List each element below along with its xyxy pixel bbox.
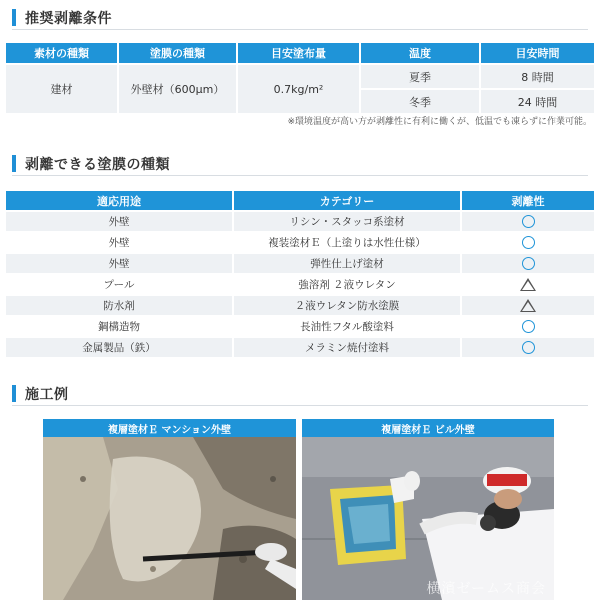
header-use: 適応用途 xyxy=(6,191,232,210)
section-title-text: 剥離できる塗膜の種類 xyxy=(25,156,170,173)
cell-rating xyxy=(462,275,594,294)
cell-use: 外壁 xyxy=(108,237,130,249)
header-time: 目安時間 xyxy=(481,43,594,63)
table-row xyxy=(6,338,594,357)
header-rating: 剥離性 xyxy=(462,191,594,210)
watermark-text: 横濱ゼームス商会 xyxy=(426,581,546,597)
season-column xyxy=(361,65,479,113)
photo-label: 複層塗材Ｅ ビル外壁 xyxy=(302,419,554,437)
cell-rating xyxy=(462,317,594,336)
time-column xyxy=(481,65,594,113)
cell-category: メラミン焼付塗料 xyxy=(234,338,460,357)
triangle-rating-icon xyxy=(520,278,536,291)
header-coating: 塗膜の種類 xyxy=(119,43,236,63)
conditions-header-row xyxy=(6,43,594,63)
cell-season-winter: 冬季 xyxy=(361,90,479,113)
cell-amount: 0.7kg/m² xyxy=(238,65,359,113)
table-row xyxy=(6,275,594,294)
peeling-wall-image xyxy=(43,419,296,600)
circle-rating-icon xyxy=(522,215,535,228)
table-row xyxy=(6,296,594,315)
table-row xyxy=(6,233,594,252)
cell-use: 外壁 xyxy=(6,212,232,231)
cell-rating xyxy=(462,338,594,357)
table-row xyxy=(6,254,594,273)
cell-category: 弾性仕上げ塗材 xyxy=(234,254,460,273)
worker-scraping-image xyxy=(302,419,554,600)
example-photo-mansion xyxy=(43,419,296,600)
triangle-rating-icon xyxy=(520,299,536,312)
cell-category: 強溶剤 ２液ウレタン xyxy=(298,279,396,291)
cell-use: 外壁 xyxy=(6,254,232,273)
cell-use: 防水剤 xyxy=(6,296,232,315)
header-category: カテゴリー xyxy=(234,191,460,210)
coatings-table xyxy=(6,191,594,359)
cell-time-summer: 8 時間 xyxy=(481,65,594,88)
section-title-coatings xyxy=(12,152,588,176)
cell-time-winter: 24 時間 xyxy=(481,90,594,113)
cell-category: 複装塗材Ｅ（上塗りは水性仕様） xyxy=(268,237,426,249)
cell-coating: 外壁材（600μm） xyxy=(119,65,236,113)
cell-rating xyxy=(462,233,594,252)
example-photo-building xyxy=(302,419,554,600)
title-accent-bar xyxy=(12,155,16,172)
header-material: 素材の種類 xyxy=(6,43,117,63)
photo-label: 複層塗材Ｅ マンション外壁 xyxy=(43,419,296,437)
cell-use: 鋼構造物 xyxy=(98,321,140,333)
table-row xyxy=(6,212,594,231)
section-title-text: 推奨剥離条件 xyxy=(25,10,112,27)
cell-use: プール xyxy=(103,279,135,291)
conditions-note: ※環境温度が高い方が剥離性に有利に働くが、低温でも凍らずに作業可能。 xyxy=(287,117,592,127)
cell-material: 建材 xyxy=(6,65,117,113)
circle-rating-icon xyxy=(522,236,535,249)
header-amount: 目安塗布量 xyxy=(238,43,359,63)
section-title-examples xyxy=(12,382,588,406)
cell-season-summer: 夏季 xyxy=(361,65,479,88)
section-title-conditions xyxy=(12,6,588,30)
circle-rating-icon xyxy=(522,320,535,333)
cell-category: ２液ウレタン防水塗膜 xyxy=(234,296,460,315)
cell-category: リシン・スタッコ系塗材 xyxy=(234,212,460,231)
cell-category: 長油性フタル酸塗料 xyxy=(300,321,394,333)
coatings-header-row xyxy=(6,191,594,210)
conditions-table xyxy=(6,43,594,113)
title-accent-bar xyxy=(12,9,16,26)
cell-use: 金属製品（鉄） xyxy=(6,338,232,357)
title-accent-bar xyxy=(12,385,16,402)
table-row xyxy=(6,317,594,336)
cell-rating xyxy=(462,296,594,315)
header-temperature: 温度 xyxy=(361,43,479,63)
cell-rating xyxy=(462,212,594,231)
cell-rating xyxy=(462,254,594,273)
circle-rating-icon xyxy=(522,257,535,270)
circle-rating-icon xyxy=(522,341,535,354)
conditions-body xyxy=(6,65,594,113)
section-title-text: 施工例 xyxy=(25,386,69,403)
